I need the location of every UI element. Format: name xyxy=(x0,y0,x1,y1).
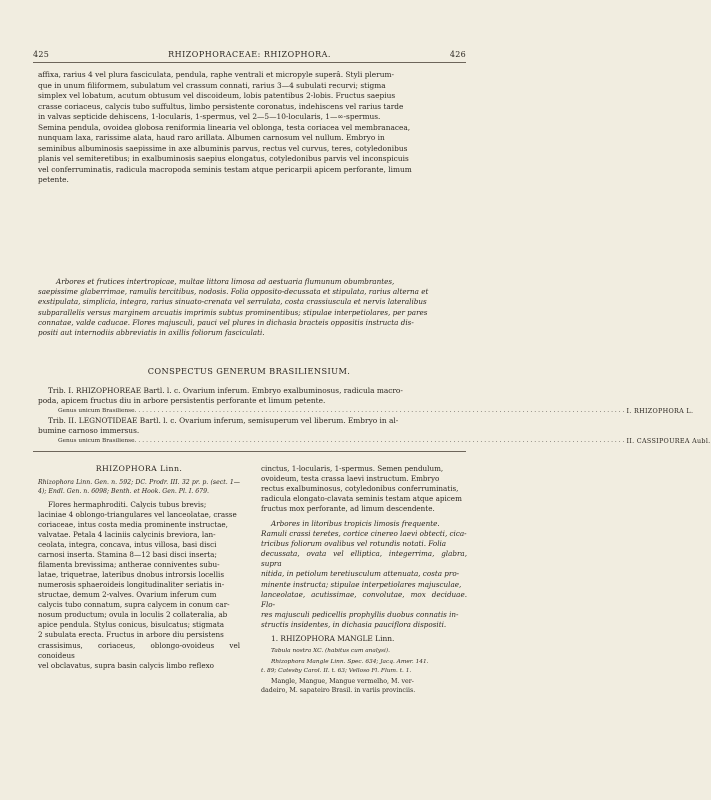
text-line: subparallelis versus marginem arcuatis imprimis subtus prominentibus; stipulae interpetiolares, per pares xyxy=(38,307,428,317)
genus-label: Genus unicum Brasiliense xyxy=(58,408,135,414)
text-line: nitida, in petiolum teretiusculum attenuata, costa pro- xyxy=(261,569,460,579)
text-line: vel obclavatus, supra basin calycis limbo reflexo xyxy=(38,660,214,670)
text-line: calycis tubo connatum, supra calycem in conum car- xyxy=(38,600,230,610)
text-line: connatae, valde caducae. Flores majusculi, pauci vel plures in dichasia bracteis oppositis instructa dis- xyxy=(38,317,414,327)
right-column xyxy=(261,464,467,696)
text-line: laciniae 4 oblongo-triangulares vel lanceolatae, crasse xyxy=(38,509,237,519)
intro-paragraph xyxy=(38,70,464,186)
habit-paragraph xyxy=(38,277,464,338)
page-number-left: 425 xyxy=(33,50,50,59)
leader-dots: ................................................................................................................................ xyxy=(134,438,627,444)
text-line: poda, apicem fructus diu in arbore persistentis perforante et limum petente. xyxy=(38,396,326,405)
text-line: fructus mox perforante, ad limum descendente. xyxy=(261,504,435,514)
genus-name: I. RHIZOPHORA L. xyxy=(626,407,694,415)
text-line: vel conferruminatis, radicula macropoda seminis testam atque pericarpii apicem perforante, limum xyxy=(38,164,412,174)
tabula-note: Tabula nostra XC. (habitus cum analysi). xyxy=(271,647,390,654)
text-line: nosum productum; ovula in loculis 2 collateralia, ab xyxy=(38,610,228,620)
text-line: res majusculi pedicellis prophyllis duobus connatis in- xyxy=(261,609,459,619)
text-line: seminibus albuminosis saepissime in axe albuminis parvus, rectus vel curvus, teres, cotyledonibus xyxy=(38,143,408,153)
text-line: positi aut internodiis abbreviatis in axillis foliorum fasciculati. xyxy=(38,328,265,338)
synonym-line: Rhizophora Mangle Linn. Spec. 634; Jacq. Amer. 141. xyxy=(271,659,429,666)
text-line: bumine carnoso immersus. xyxy=(38,426,140,435)
vernacular-line: Mangle, Mangue, Mangue vermelho, M. ver- xyxy=(271,677,414,685)
text-line: crassisimus, coriaceus, oblongo-ovoideus vel conoideus xyxy=(38,640,240,660)
vernacular-line: dadeiro, M. sapateiro Brasil. in variis provinciis. xyxy=(261,687,416,695)
genus-entry xyxy=(58,436,711,446)
text-line: radicula elongato-clavata seminis testam atque apicem xyxy=(261,494,462,504)
text-line: decussata, ovata vel elliptica, integerrima, glabra, supra xyxy=(261,549,467,569)
text-line: crasse coriaceus, calycis tubo suffultus, limbo persistente coronatus, indehiscens vel rarius tarde xyxy=(38,101,404,111)
text-line: filamenta brevissima; antherae conniventes subu- xyxy=(38,560,220,570)
text-line: Flores hermaphroditi. Calycis tubus brevis; xyxy=(48,499,207,509)
text-line: Arbores et frutices intertropicae, multae littora limosa ad aestuaria flumunum obumbrantes, xyxy=(56,277,395,286)
tribe-1 xyxy=(38,386,711,446)
text-line: numerosis sphaeroideis longitudinaliter seriatis in- xyxy=(38,580,225,590)
text-line: planis vel semiteretibus; in exalbuminosis saepius elongatus, cotyledonibus parvis vel inconspicuis xyxy=(38,154,409,163)
text-line: rectus exalbuminosus, cotyledonibus conferruminatis, xyxy=(261,484,459,494)
text-line: coriaceae, intus costa media prominente instructae, xyxy=(38,519,228,529)
genus-label: Genus unicum Brasiliense xyxy=(58,438,135,444)
conspectus-title: CONSPECTUS GENERUM BRASILIENSIUM. xyxy=(147,366,351,376)
text-line: petente. xyxy=(38,175,69,184)
text-line: Trib. I. RHIZOPHOREAE Bartl. l. c. Ovarium inferum. Embryo exalbuminosus, radicula macro- xyxy=(48,386,403,395)
genus-heading: RHIZOPHORA Linn. xyxy=(95,464,183,473)
text-line: affixa, rarius 4 vel plura fasciculata, pendula, raphe ventrali et micropyle superâ. Styli plerum- xyxy=(38,70,394,79)
header-rule xyxy=(33,62,466,63)
text-line: apice pendula. Stylus conicus, bisulcatus; stigmata xyxy=(38,620,225,630)
leader-dots: ................................................................................................................................ xyxy=(134,408,627,414)
text-line: latae, triquetrae, lateribus dnobus introrsis locellis xyxy=(38,570,225,580)
text-line: Semina pendula, ovoidea globosa reniformia linearia vel oblonga, testa coriacea vel membranacea, xyxy=(38,122,411,132)
page-number-right: 426 xyxy=(449,50,466,59)
genus-name: II. CASSIPOUREA Aubl. xyxy=(626,437,711,445)
species-heading: 1. RHIZOPHORA MANGLE Linn. xyxy=(271,633,395,643)
text-line: valvatae. Petala 4 laciniis calycinis breviora, lan- xyxy=(38,530,216,539)
text-line: Trib. II. LEGNOTIDEAE Bartl. l. c. Ovarium inferum, semisuperum vel liberum. Embryo in al- xyxy=(48,416,399,425)
text-line: tricibus foliorum ovalibus vel rotundis notati. Folia xyxy=(261,539,447,549)
text-line: simplex vel lobatum, acutum obtusum vel discoideum, lobis patentibus 2-lobis. Fructus saepius xyxy=(38,91,396,100)
text-line: ceolata, integra, concava, intus villosa, basi disci xyxy=(38,540,217,550)
genus-reference: Rhizophora Linn. Gen. n. 592; DC. Prodr. III. 32 pr. p. (sect. 1—4); Endl. Gen. n. 6098; Benth. et Hook. Gen. Pl. I. 679. xyxy=(38,479,240,496)
left-column xyxy=(38,464,240,671)
text-line: Ramuli crassi teretes, cortice cinereo laevi obtecti, cica- xyxy=(261,529,467,539)
text-line: structis insidentes, in dichasia pauciflora dispositi. xyxy=(261,619,447,629)
text-line: minente instructa; stipulae interpetiolares majusculae, xyxy=(261,579,462,589)
text-line: 2 subulata erecta. Fructus in arbore diu persistens xyxy=(38,630,224,640)
synonym-line: t. 89; Catesby Carol. II. t. 63; Velloso Fl. Flum. t. 1. xyxy=(261,668,412,675)
text-line: lanceolatae, acutissimae, convolutae, mox deciduae. Flo- xyxy=(261,589,467,609)
text-line: exstipulata, simplicia, integra, rarius sinuato-crenata vel serrulata, costa crassiuscula et nervis lateralibus xyxy=(38,297,427,307)
text-line: in valvas septicide dehiscens, 1-locularis, 1-spermus, vel 2—5—10-locularis, 1—∞-spermus. xyxy=(38,112,381,121)
text-line: Arbores in litoribus tropicis limosis frequente. xyxy=(271,519,440,529)
genus-entry xyxy=(58,406,694,416)
text-line: structae, demum 2-valves. Ovarium inferum cum xyxy=(38,590,217,600)
text-line: ovoideum, testa crassa laevi instructum. Embryo xyxy=(261,474,440,484)
section-rule xyxy=(33,451,466,452)
text-line: carnosi inserta. Stamina 8—12 basi disci inserta; xyxy=(38,550,217,560)
text-line: cinctus, 1-locularis, 1-spermus. Semen pendulum, xyxy=(261,464,444,473)
text-line: que in unum filiformem, subulatum vel crassum connati, rarius 3—4 subulati recurvi; stigma xyxy=(38,80,386,90)
text-line: saepissime glaberrimae, ramulis tercitibus, nodosis. Folia opposito-decussata et stipulata, rarius alterna et xyxy=(38,287,429,297)
running-title: RHIZOPHORACEAE: RHIZOPHORA. xyxy=(168,50,331,59)
text-line: nunquam laxa, rarissime alata, haud raro arillata. Albumen carnosum vel nullum. Embryo in xyxy=(38,133,385,142)
